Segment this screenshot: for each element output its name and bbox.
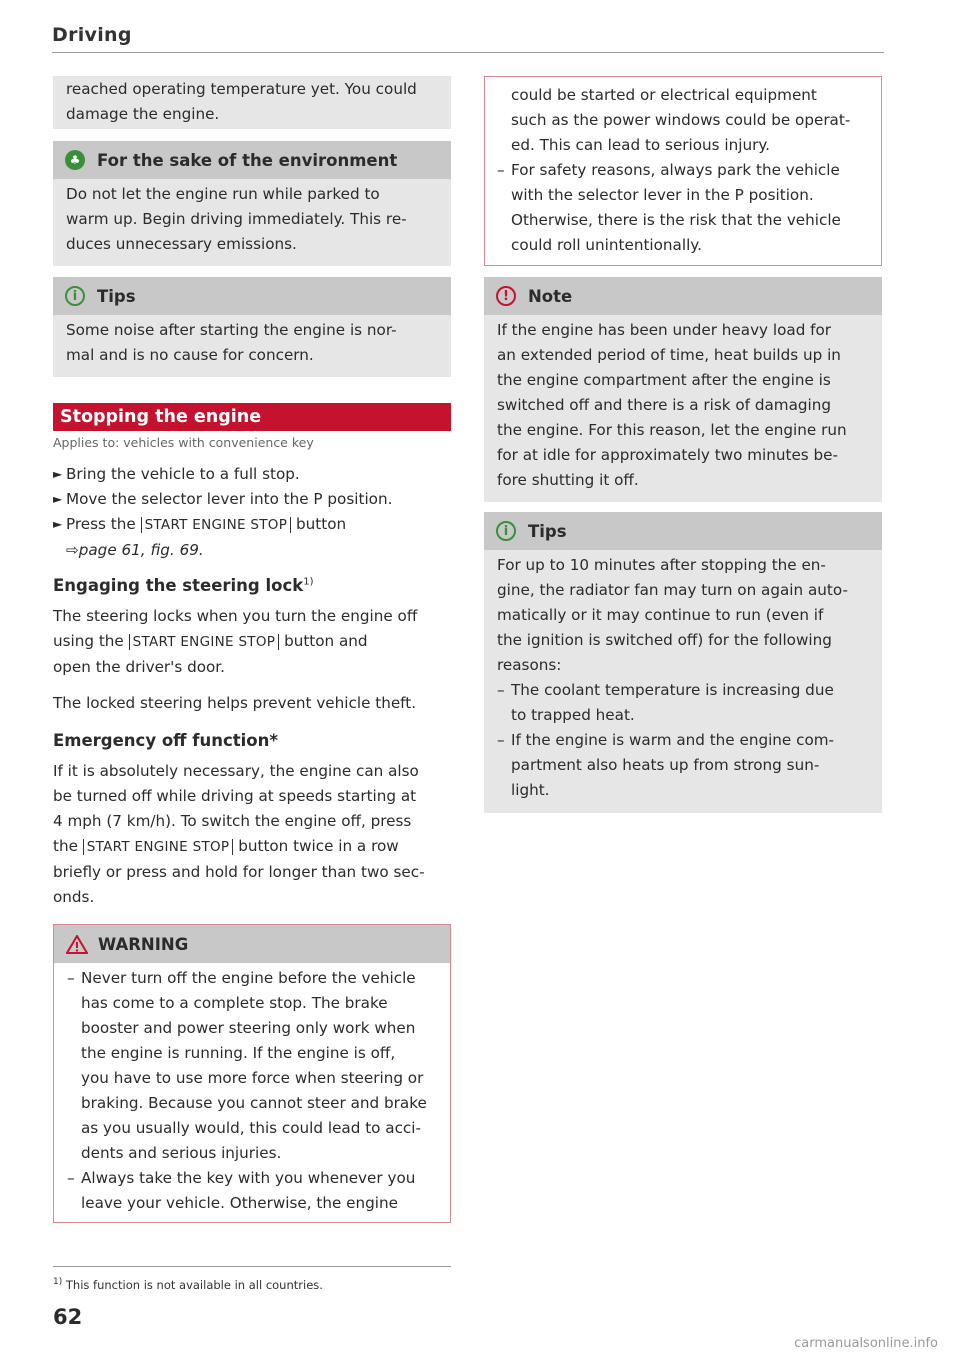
item-text	[511, 728, 834, 803]
tips-box-2	[484, 512, 882, 813]
tips-body	[484, 550, 882, 813]
bullet-arrow-icon: ►	[53, 467, 63, 481]
text-line: an extended period of time, heat builds up in	[497, 346, 841, 364]
text-line: light.	[511, 781, 550, 799]
page-header	[52, 24, 884, 53]
text-line: the engine compartment after the engine is	[497, 371, 831, 389]
text-line: 4 mph (7 km/h). To switch the engine off, press	[53, 812, 412, 830]
text-line: braking. Because you cannot steer and brake	[81, 1094, 427, 1112]
text-line: Never turn off the engine before the vehicle	[81, 969, 416, 987]
text-post: button and	[284, 632, 368, 650]
item-text	[81, 1166, 415, 1216]
emergency-text	[53, 759, 451, 910]
item-text	[511, 678, 834, 728]
footnote-mark: 1)	[303, 576, 314, 588]
emergency-heading: Emergency off function*	[53, 731, 278, 750]
warning-header	[54, 925, 450, 963]
warning-triangle-icon	[66, 935, 88, 954]
note-header	[484, 277, 882, 315]
text-line: The coolant temperature is increasing due	[511, 681, 834, 699]
text-line: ed. This can lead to serious injury.	[511, 136, 770, 154]
start-stop-key: START ENGINE STOP	[141, 517, 292, 533]
dash	[497, 83, 511, 158]
list-item	[497, 158, 869, 258]
text-line: For safety reasons, always park the vehicle	[511, 161, 840, 179]
text-line: reached operating temperature yet. You could	[66, 80, 417, 98]
list-item	[497, 678, 870, 728]
environment-header	[53, 141, 451, 179]
list-item	[497, 83, 869, 158]
item-text	[81, 966, 427, 1166]
text-line: has come to a complete stop. The brake	[81, 994, 388, 1012]
text-pre: the	[53, 837, 78, 855]
info-icon: i	[496, 521, 516, 541]
text-pre: using the	[53, 632, 124, 650]
tips-box	[53, 277, 451, 377]
steering-text	[53, 604, 451, 716]
note-body	[484, 315, 882, 502]
footnote	[53, 1277, 323, 1292]
text-line: The locked steering helps prevent vehicle theft.	[53, 694, 417, 712]
page-reference: ⇨page 61, fig. 69.	[66, 541, 204, 559]
text-line: reasons:	[497, 656, 562, 674]
text-line: For up to 10 minutes after stopping the en-	[497, 556, 826, 574]
tips-body	[53, 315, 451, 377]
text-line: such as the power windows could be operat-	[511, 111, 851, 129]
chapter-title: Driving	[52, 24, 132, 46]
text-line: leave your vehicle. Otherwise, the engine	[81, 1194, 398, 1212]
text-line: briefly or press and hold for longer than two sec-	[53, 863, 425, 881]
environment-box	[53, 141, 451, 266]
environment-title: For the sake of the environment	[97, 150, 398, 170]
tips-title: Tips	[97, 286, 136, 306]
text-line: Otherwise, there is the risk that the vehicle	[511, 211, 841, 229]
warning-box	[53, 924, 451, 1223]
text-line: If the engine has been under heavy load for	[497, 321, 832, 339]
text-line: Always take the key with you whenever you	[81, 1169, 416, 1187]
note-box	[484, 277, 882, 502]
text-line: dents and serious injuries.	[81, 1144, 282, 1162]
bullet-arrow-icon: ►	[53, 517, 63, 531]
text-line: damage the engine.	[66, 105, 220, 123]
text-line: mal and is no cause for concern.	[66, 346, 314, 364]
tips-title: Tips	[528, 521, 567, 541]
exclamation-icon: !	[496, 286, 516, 306]
list-item	[67, 966, 438, 1166]
heading-text: Engaging the steering lock	[53, 576, 304, 595]
dash: –	[67, 1169, 75, 1187]
step-text: Bring the vehicle to a full stop.	[66, 465, 300, 483]
tips-header	[484, 512, 882, 550]
list-item	[53, 512, 451, 538]
continuation-box	[53, 76, 451, 129]
right-column	[484, 76, 882, 813]
text-line: to trapped heat.	[511, 706, 635, 724]
text-line: If it is absolutely necessary, the engine can also	[53, 762, 419, 780]
page-number: 62	[53, 1305, 83, 1329]
text-line: Do not let the engine run while parked to	[66, 185, 380, 203]
step-text-post: button	[296, 515, 347, 533]
tips-header	[53, 277, 451, 315]
text-line: partment also heats up from strong sun-	[511, 756, 820, 774]
step-text	[66, 512, 346, 538]
item-text	[511, 158, 841, 258]
dash: –	[497, 681, 505, 699]
start-stop-key: START ENGINE STOP	[129, 634, 280, 650]
text-line: the engine. For this reason, let the engine run	[497, 421, 847, 439]
bullet-arrow-icon: ►	[53, 492, 63, 506]
list-item	[497, 728, 870, 803]
environment-body	[53, 179, 451, 266]
footnote-divider	[53, 1266, 451, 1267]
step-text: Move the selector lever into the P position.	[66, 490, 393, 508]
text-line: If the engine is warm and the engine com-	[511, 731, 835, 749]
steps-list	[53, 462, 451, 563]
step-text-pre: Press the	[66, 515, 136, 533]
text-line: for at idle for approximately two minutes be-	[497, 446, 838, 464]
text-line: the engine is running. If the engine is off,	[81, 1044, 396, 1062]
footnote-text: This function is not available in all countries.	[65, 1277, 323, 1292]
left-column	[53, 76, 451, 1223]
text-line: with the selector lever in the P position.	[511, 186, 814, 204]
applies-to: Applies to: vehicles with convenience key	[53, 435, 314, 450]
text-line: could be started or electrical equipment	[511, 86, 817, 104]
list-item	[53, 462, 451, 487]
warning-body	[54, 963, 450, 1222]
list-item	[53, 487, 451, 512]
item-text	[511, 83, 850, 158]
text-line: be turned off while driving at speeds starting at	[53, 787, 417, 805]
dash: –	[497, 731, 505, 749]
dash: –	[497, 161, 505, 179]
text-line: warm up. Begin driving immediately. This re-	[66, 210, 407, 228]
dash: –	[67, 969, 75, 987]
text-line: could roll unintentionally.	[511, 236, 702, 254]
text-line: Some noise after starting the engine is nor-	[66, 321, 397, 339]
text-line	[53, 834, 451, 860]
note-title: Note	[528, 286, 573, 306]
environment-icon: ♣	[65, 150, 85, 170]
text-line: duces unnecessary emissions.	[66, 235, 297, 253]
text-line: The steering locks when you turn the engine off	[53, 607, 418, 625]
watermark: carmanualsonline.info	[794, 1336, 938, 1351]
text-line: open the driver's door.	[53, 658, 225, 676]
warning-continuation-box	[484, 76, 882, 266]
text-line	[53, 629, 451, 655]
text-line: the ignition is switched off) for the following	[497, 631, 832, 649]
text-line: gine, the radiator fan may turn on again auto-	[497, 581, 848, 599]
text-line: you have to use more force when steering or	[81, 1069, 424, 1087]
start-stop-key: START ENGINE STOP	[83, 839, 234, 855]
text-line: fore shutting it off.	[497, 471, 639, 489]
warning-title: WARNING	[98, 934, 189, 954]
text-post: button twice in a row	[238, 837, 399, 855]
text-line: booster and power steering only work when	[81, 1019, 416, 1037]
steering-heading	[53, 576, 451, 595]
footnote-mark: 1)	[53, 1277, 63, 1287]
list-item	[67, 1166, 438, 1216]
text-line: matically or it may continue to run (even if	[497, 606, 824, 624]
text-line: switched off and there is a risk of damaging	[497, 396, 832, 414]
text-line: onds.	[53, 888, 95, 906]
section-title: Stopping the engine	[53, 403, 451, 431]
info-icon: i	[65, 286, 85, 306]
text-line: as you usually would, this could lead to acci-	[81, 1119, 421, 1137]
